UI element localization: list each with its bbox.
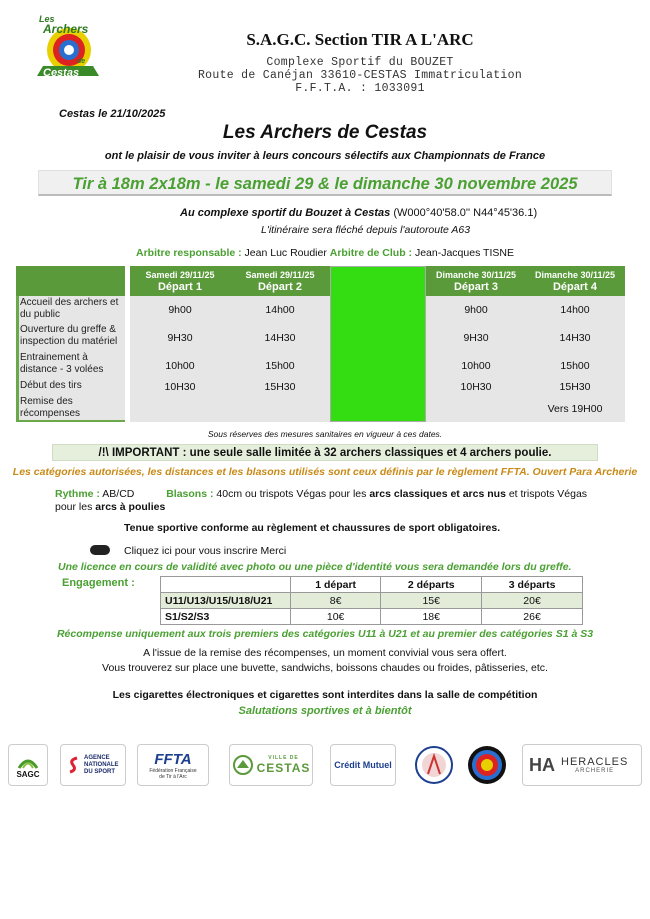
depart-4-date: Dimanche 30/11/25 bbox=[534, 270, 616, 280]
event-banner: Tir à 18m 2x18m - le samedi 29 & le dimanche 30 novembre 2025 bbox=[38, 170, 612, 196]
cell-debut-d3: 10H30 bbox=[460, 381, 492, 393]
venue-name: Au complexe sportif du Bouzet à Cestas bbox=[180, 207, 391, 219]
heracles-name: HERACLES bbox=[561, 756, 629, 768]
address-line-3: F.F.T.A. : 1033091 bbox=[295, 82, 425, 95]
cell-greffe-d3: 9H30 bbox=[463, 332, 489, 344]
fees-seniors-1: 10€ bbox=[291, 609, 381, 625]
sponsor-ffta bbox=[137, 744, 209, 786]
cell-debut-d1: 10H30 bbox=[164, 381, 196, 393]
ffta-text: FFTA bbox=[154, 750, 192, 768]
blasons-text-1: 40cm ou trispots Végas pour les bbox=[213, 488, 370, 500]
blasons-text-2: et trispots Végas bbox=[505, 488, 588, 500]
sagc-text: SAGC bbox=[16, 769, 40, 779]
fees-header-empty bbox=[161, 577, 291, 593]
sponsor-cestas bbox=[229, 744, 313, 786]
cigarettes-note: Les cigarettes électroniques et cigarettes sont interdites dans la salle de compétition bbox=[112, 689, 538, 701]
credit-mutuel-text: Crédit Mutuel bbox=[334, 760, 392, 770]
itinerary-text: L'itinéraire sera fléché depuis l'autoroute A63 bbox=[261, 224, 471, 236]
fees-seniors-2: 18€ bbox=[381, 609, 482, 625]
referee-resp-name: Jean Luc Roudier bbox=[241, 247, 330, 259]
register-link-icon[interactable] bbox=[90, 545, 110, 555]
cell-remise-d4: Vers 19H00 bbox=[547, 403, 603, 415]
salutations: Salutations sportives et à bientôt bbox=[238, 705, 412, 717]
cell-greffe-d1: 9H30 bbox=[167, 332, 193, 344]
rythme-label: Rythme : bbox=[55, 488, 100, 500]
schedule-corner bbox=[16, 266, 125, 296]
fees-seniors-3: 26€ bbox=[482, 609, 583, 625]
organization-title: S.A.G.C. Section TIR A L'ARC bbox=[246, 30, 474, 49]
cell-greffe-d2: 14H30 bbox=[264, 332, 296, 344]
fees-jeunes-1: 8€ bbox=[291, 593, 381, 609]
fees-jeunes-2: 15€ bbox=[381, 593, 482, 609]
blasons-text-3: pour les bbox=[55, 501, 96, 513]
sanitary-note: Sous réserves des mesures sanitaires en vigueur à ces dates. bbox=[207, 429, 443, 439]
address-line-2: Route de Canéjan 33610-CESTAS Immatriculation bbox=[197, 69, 523, 82]
logo-text-cestas: Cestas bbox=[43, 67, 80, 79]
cell-accueil-d4: 14h00 bbox=[560, 304, 590, 316]
categories-note: Les catégories autorisées, les distances et les blasons utilisés sont ceux définis par le règlement FFTA. Ouvert Para Archerie bbox=[12, 466, 638, 478]
rythme-value: AB/CD bbox=[99, 488, 135, 500]
row-label-entrainement: Entrainement à distance - 3 volées bbox=[20, 352, 104, 375]
depart-1-name: Départ 1 bbox=[157, 281, 203, 293]
fees-row-seniors bbox=[161, 609, 583, 625]
sponsor-ans bbox=[60, 744, 126, 786]
ans-line-1: AGENCE bbox=[84, 754, 110, 761]
venue-coords: (W000°40'58.0'' N44°45'36.1) bbox=[390, 207, 538, 219]
recompense-note: Récompense uniquement aux trois premiers des catégories U11 à U21 et au premier des catégories S1 à S3 bbox=[56, 628, 594, 640]
logo-text-archers: Archers bbox=[43, 22, 89, 36]
invitation-text: ont le plaisir de vous inviter à leurs concours sélectifs aux Championnats de France bbox=[104, 150, 546, 162]
tenue-note: Tenue sportive conforme au règlement et chaussures de sport obligatoires. bbox=[124, 522, 501, 534]
cell-entrainement-d2: 15h00 bbox=[265, 360, 295, 372]
row-label-accueil: Accueil des archers et du public bbox=[20, 297, 119, 320]
referee-club-name: Jean-Jacques TISNE bbox=[412, 247, 514, 259]
cestas-top: VILLE DE bbox=[268, 755, 299, 761]
referee-resp-label: Arbitre responsable : bbox=[136, 247, 242, 259]
sponsor-heracles bbox=[522, 744, 642, 786]
cell-accueil-d2: 14h00 bbox=[265, 304, 295, 316]
blasons-bold-2: arcs à poulies bbox=[95, 501, 166, 513]
fees-row-jeunes bbox=[161, 593, 583, 609]
sponsor-sagc bbox=[8, 744, 48, 786]
fees-jeunes-3: 20€ bbox=[482, 593, 583, 609]
fees-cat-seniors: S1/S2/S3 bbox=[161, 609, 291, 625]
blasons-label: Blasons : bbox=[166, 488, 214, 500]
sponsor-target-logo bbox=[466, 744, 508, 786]
depart-2-date: Samedi 29/11/25 bbox=[245, 270, 315, 280]
sagc-icon bbox=[17, 752, 39, 770]
cestas-icon bbox=[232, 754, 254, 776]
cell-accueil-d3: 9h00 bbox=[464, 304, 488, 316]
depart-1-date: Samedi 29/11/25 bbox=[145, 270, 215, 280]
date-line: Cestas le 21/10/2025 bbox=[59, 108, 166, 120]
depart-4-name: Départ 4 bbox=[552, 281, 598, 293]
heracles-mark: HA bbox=[529, 754, 555, 775]
buvette-note: Vous trouverez sur place une buvette, sandwichs, boissons chaudes ou froides, pâtisseries, etc. bbox=[102, 662, 548, 674]
target-icon bbox=[466, 744, 508, 786]
schedule-separator-column bbox=[330, 266, 426, 422]
cell-debut-d2: 15H30 bbox=[264, 381, 296, 393]
archers-cestas-logo bbox=[33, 14, 103, 84]
row-label-remise: Remise des récompenses bbox=[20, 396, 81, 419]
cell-greffe-d4: 14H30 bbox=[559, 332, 591, 344]
engagement-label: Engagement : bbox=[62, 577, 135, 589]
referees-line bbox=[136, 247, 514, 259]
register-link[interactable]: Cliquez ici pour vous inscrire Merci bbox=[124, 545, 287, 557]
ans-icon bbox=[67, 756, 81, 774]
logo-text-les: Les bbox=[39, 14, 55, 24]
address-line-1: Complexe Sportif du BOUZET bbox=[266, 56, 454, 69]
cell-entrainement-d3: 10h00 bbox=[461, 360, 491, 372]
ans-line-2: NATIONALE bbox=[84, 761, 119, 768]
ffta-sub-2: de Tir à l'Arc bbox=[159, 773, 187, 780]
ffta-sub-1: Fédération Française bbox=[149, 767, 197, 774]
cell-entrainement-d4: 15h00 bbox=[560, 360, 590, 372]
fees-header-3: 3 départs bbox=[482, 577, 583, 593]
row-label-debut: Début des tirs bbox=[20, 380, 82, 391]
depart-3-name: Départ 3 bbox=[453, 281, 499, 293]
referee-club-label: Arbitre de Club : bbox=[329, 247, 413, 259]
important-banner: /!\ IMPORTANT : une seule salle limitée à 32 archers classiques et 4 archers poulie. bbox=[52, 444, 598, 461]
archer-badge-icon bbox=[414, 744, 454, 786]
blasons-bold-1: arcs classiques et arcs nus bbox=[369, 488, 506, 500]
page-title: Les Archers de Cestas bbox=[222, 122, 428, 143]
venue-line bbox=[180, 207, 537, 219]
fees-header-row bbox=[161, 577, 583, 593]
cell-accueil-d1: 9h00 bbox=[168, 304, 192, 316]
apero-note: A l'issue de la remise des récompenses, un moment convivial vous sera offert. bbox=[143, 647, 507, 659]
fees-header-2: 2 départs bbox=[381, 577, 482, 593]
fees-header-1: 1 départ bbox=[291, 577, 381, 593]
rythme-blasons bbox=[55, 488, 615, 514]
ans-line-3: DU SPORT bbox=[84, 768, 116, 775]
sponsor-club-badge bbox=[414, 744, 454, 786]
cell-entrainement-d1: 10h00 bbox=[165, 360, 195, 372]
fees-table bbox=[160, 576, 583, 625]
logo-text-de: de bbox=[77, 58, 86, 65]
cell-debut-d4: 15H30 bbox=[559, 381, 591, 393]
heracles-sub: ARCHERIE bbox=[575, 768, 615, 774]
schedule-table bbox=[16, 266, 625, 422]
row-label-greffe: Ouverture du greffe & inspection du matériel bbox=[20, 324, 118, 347]
cestas-name: CESTAS bbox=[256, 761, 311, 775]
depart-3-date: Dimanche 30/11/25 bbox=[435, 270, 517, 280]
licence-note: Une licence en cours de validité avec photo ou une pièce d'identité vous sera demandée lors du greffe. bbox=[58, 561, 572, 573]
sponsor-credit-mutuel bbox=[330, 744, 396, 786]
depart-2-name: Départ 2 bbox=[257, 281, 303, 293]
fees-cat-jeunes: U11/U13/U15/U18/U21 bbox=[161, 593, 291, 609]
